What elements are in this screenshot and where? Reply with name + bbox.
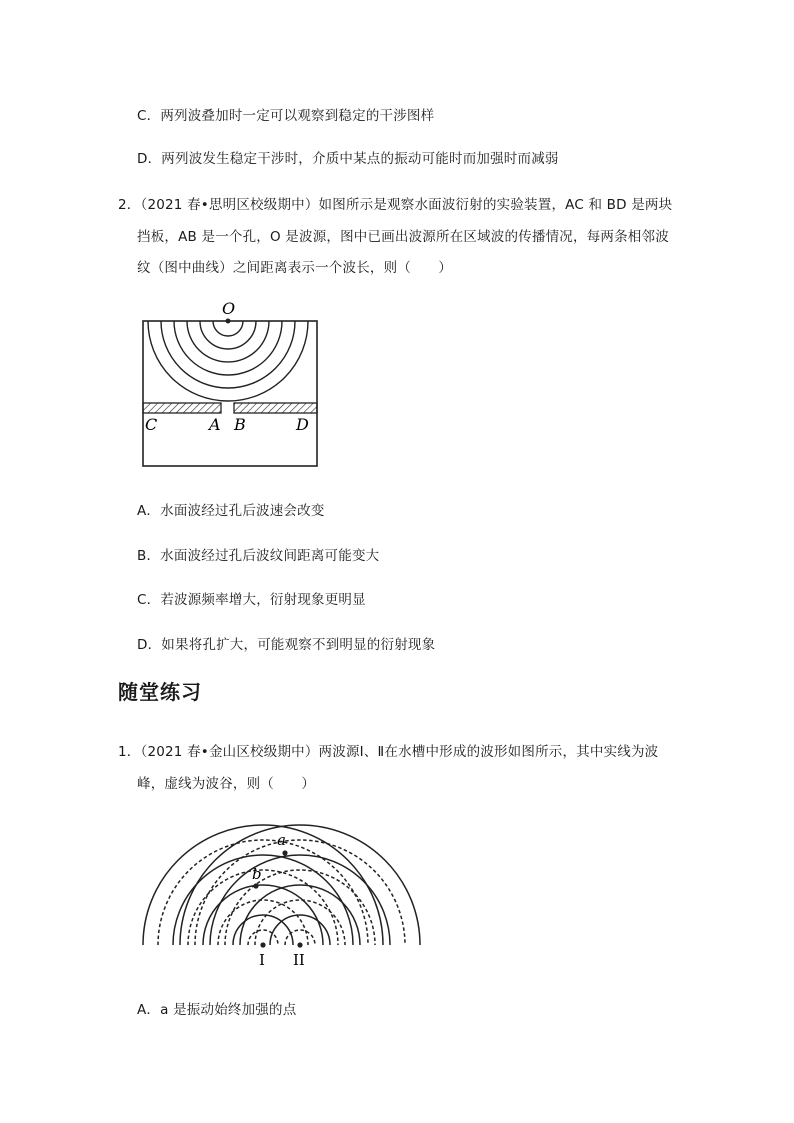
wavefront-2 <box>200 321 256 349</box>
label-b: b <box>252 865 262 883</box>
practice-1-line-1: 1．（2021 春•金山区校级期中）两波源Ⅰ、Ⅱ在水槽中形成的波形如图所示，其中实线为波 <box>118 744 659 760</box>
wavefront-5 <box>161 321 295 388</box>
section-title: 随堂练习 <box>118 680 202 704</box>
label-a: A <box>209 415 221 434</box>
crest-ii-3 <box>210 855 390 945</box>
trough-ii-2 <box>255 900 345 945</box>
label-source-i: I <box>259 951 265 969</box>
baffle-ac <box>143 403 221 413</box>
label-c: C <box>145 415 158 434</box>
p1-option-a: A．a 是振动始终加强的点 <box>137 1002 297 1018</box>
wavefront-6 <box>148 321 308 401</box>
diffraction-figure <box>130 296 330 476</box>
interference-figure <box>130 805 430 975</box>
q2-option-b: B．水面波经过孔后波纹间距离可能变大 <box>137 548 380 564</box>
label-o: O <box>222 299 236 318</box>
source-ii-point <box>297 942 302 947</box>
label-source-ii: II <box>293 951 305 969</box>
q2-option-d: D．如果将孔扩大，可能观察不到明显的衍射现象 <box>137 637 436 653</box>
question-2-line-3: 纹（图中曲线）之间距离表示一个波长，则（ ） <box>137 260 453 276</box>
wavefront-3 <box>187 321 269 362</box>
label-d: D <box>296 415 309 434</box>
label-b: B <box>234 415 246 434</box>
practice-1-line-2: 峰，虚线为波谷，则（ ） <box>137 776 316 792</box>
source-i-point <box>260 942 265 947</box>
point-a <box>282 850 287 855</box>
crest-i-3 <box>173 855 353 945</box>
label-a: a <box>277 831 286 849</box>
option-c-prev: C．两列波叠加时一定可以观察到稳定的干涉图样 <box>137 108 435 124</box>
point-b <box>253 883 258 888</box>
source-point-o <box>226 319 231 324</box>
q2-option-c: C．若波源频率增大，衍射现象更明显 <box>137 592 366 608</box>
question-2-line-1: 2．（2021 春•思明区校级期中）如图所示是观察水面波衍射的实验装置，AC 和 BD 是两块 <box>118 197 673 213</box>
option-d-prev: D．两列波发生稳定干涉时，介质中某点的振动可能时而加强时而减弱 <box>137 151 559 167</box>
question-2-line-2: 挡板，AB 是一个孔，O 是波源，图中已画出波源所在区域波的传播情况，每两条相邻波 <box>137 229 669 245</box>
wavefront-4 <box>174 321 282 375</box>
trough-i-2 <box>218 900 308 945</box>
baffle-bd <box>234 403 317 413</box>
q2-option-a: A．水面波经过孔后波速会改变 <box>137 503 325 519</box>
